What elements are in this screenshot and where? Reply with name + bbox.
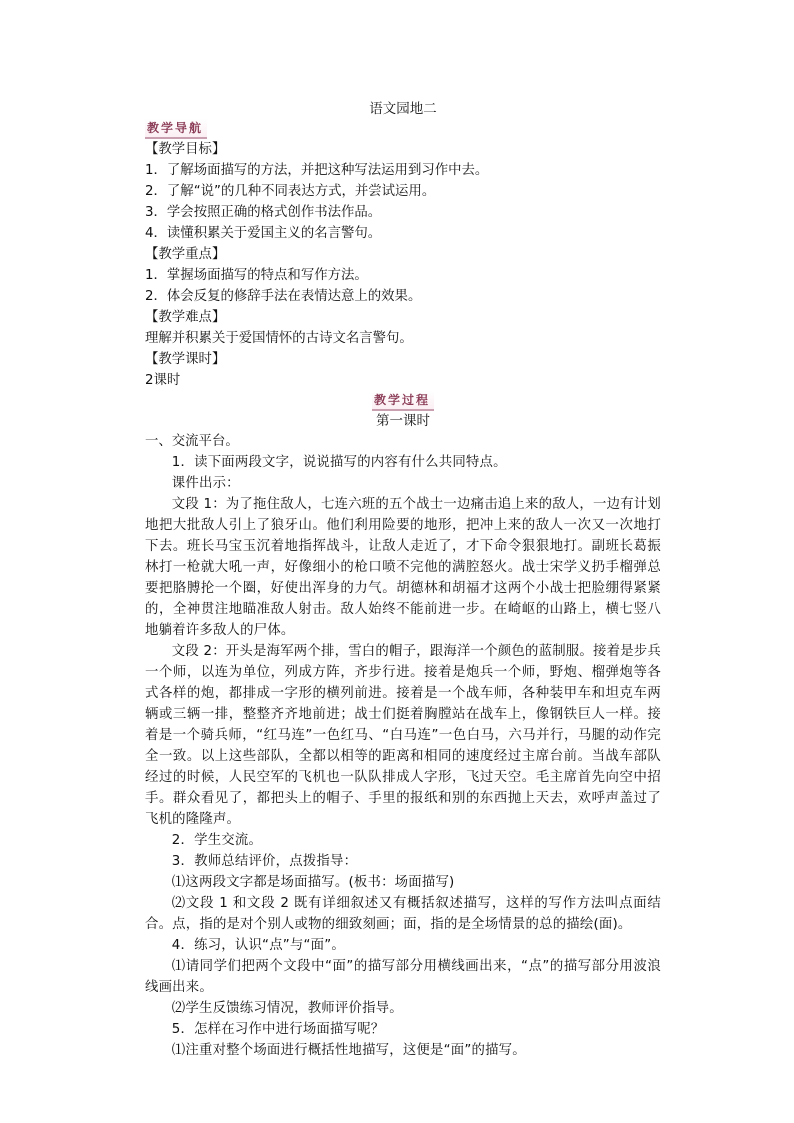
page-title: 语文园地二 — [369, 101, 437, 117]
difficulties-text: 理解并积累关于爱国情怀的古诗文名言警句。 — [145, 331, 413, 346]
goal-item: 1．了解场面描写的方法，并把这种写法运用到习作中去。 — [145, 163, 489, 178]
goals-heading: 【教学目标】 — [145, 142, 226, 157]
teaching-process-badge: 教学过程 — [372, 391, 434, 411]
sub-step-item: ⑴请同学们把两个文段中“面”的描写部分用横线画出来，“点”的描写部分用波浪线画出来。 — [145, 959, 661, 995]
lesson-heading: 第一课时 — [376, 413, 430, 429]
step-item: 2．学生交流。 — [171, 833, 263, 848]
goal-item: 4．读懂积累关于爱国主义的名言警句。 — [145, 226, 382, 241]
step-item: 3．教师总结评价，点拨指导： — [171, 854, 358, 869]
goal-item: 2．了解“说”的几种不同表达方式，并尝试运用。 — [145, 184, 436, 199]
document-body — [145, 99, 661, 1061]
teaching-nav-banner — [145, 119, 661, 139]
section-heading: 一、交流平台。 — [145, 434, 239, 449]
teaching-process-banner — [145, 391, 661, 411]
sub-step-item: ⑵学生反馈练习情况，教师评价指导。 — [171, 1001, 403, 1016]
sub-step-item: ⑴注重对整个场面进行概括性地描写，这便是“面”的描写。 — [171, 1043, 526, 1058]
goal-item: 3．学会按照正确的格式创作书法作品。 — [145, 205, 382, 220]
courseware-label: 课件出示： — [171, 476, 240, 491]
step-item: 4．练习，认识“点”与“面”。 — [171, 938, 345, 953]
key-point-item: 2．体会反复的修辞手法在表情达意上的效果。 — [145, 289, 422, 304]
key-points-heading: 【教学重点】 — [145, 247, 226, 262]
sub-step-item: ⑵文段 1 和文段 2 既有详细叙述又有概括叙述描写，这样的写作方法叫点面结合。点，指的是对个别人或物的细致刻画；面，指的是全场情景的总的描绘(面)。 — [145, 896, 661, 932]
step-item: 5．怎样在习作中进行场面描写呢？ — [171, 1022, 385, 1037]
sub-step-item: ⑴这两段文字都是场面描写。(板书：场面描写) — [171, 875, 455, 890]
key-point-item: 1．掌握场面描写的特点和写作方法。 — [145, 268, 368, 283]
step-item: 1．读下面两段文字，说说描写的内容有什么共同特点。 — [171, 455, 507, 470]
hours-heading: 【教学课时】 — [145, 352, 226, 367]
passage-2: 文段 2：开头是海军两个排，雪白的帽子，跟海洋一个颜色的蓝制服。接着是步兵一个师，以连为单位，列成方阵，齐步行进。接着是炮兵一个师，野炮、榴弹炮等各式各样的炮，都排成一字形的横列前进。接着是一个战车师，各种装甲车和坦克车两辆或三辆一排，整整齐齐地前进；战士们挺着胸膛站在战车上，像钢铁巨人一样。接着是一个骑兵师，“红马连”一色红马、“白马连”一色白马，六马并行，马腿的动作完全一致。以上这些部队，全都以相等的距离和相同的速度经过主席台前。当战车部队经过的时候，人民空军的飞机也一队队排成人字形，飞过天空。毛主席首先向空中招手。群众看见了，都把头上的帽子、手里的报纸和别的东西抛上天去，欢呼声盖过了飞机的隆隆声。 — [145, 644, 661, 827]
hours-text: 2课时 — [145, 373, 181, 388]
passage-1: 文段 1：为了拖住敌人，七连六班的五个战士一边痛击追上来的敌人，一边有计划地把大批敌人引上了狼牙山。他们利用险要的地形，把冲上来的敌人一次又一次地打下去。班长马宝玉沉着地指挥战斗，让敌人走近了，才下命令狠狠地打。副班长葛振林打一枪就大吼一声，好像细小的枪口喷不完他的满腔怒火。战士宋学义扔手榴弹总要把胳膊抡一个圈，好使出浑身的力气。胡德林和胡福才这两个小战士把脸绷得紧紧的，全神贯注地瞄准敌人射击。敌人始终不能前进一步。在崎岖的山路上，横七竖八地躺着许多敌人的尸体。 — [145, 497, 661, 638]
difficulties-heading: 【教学难点】 — [145, 310, 226, 325]
teaching-nav-badge: 教学导航 — [145, 119, 207, 139]
